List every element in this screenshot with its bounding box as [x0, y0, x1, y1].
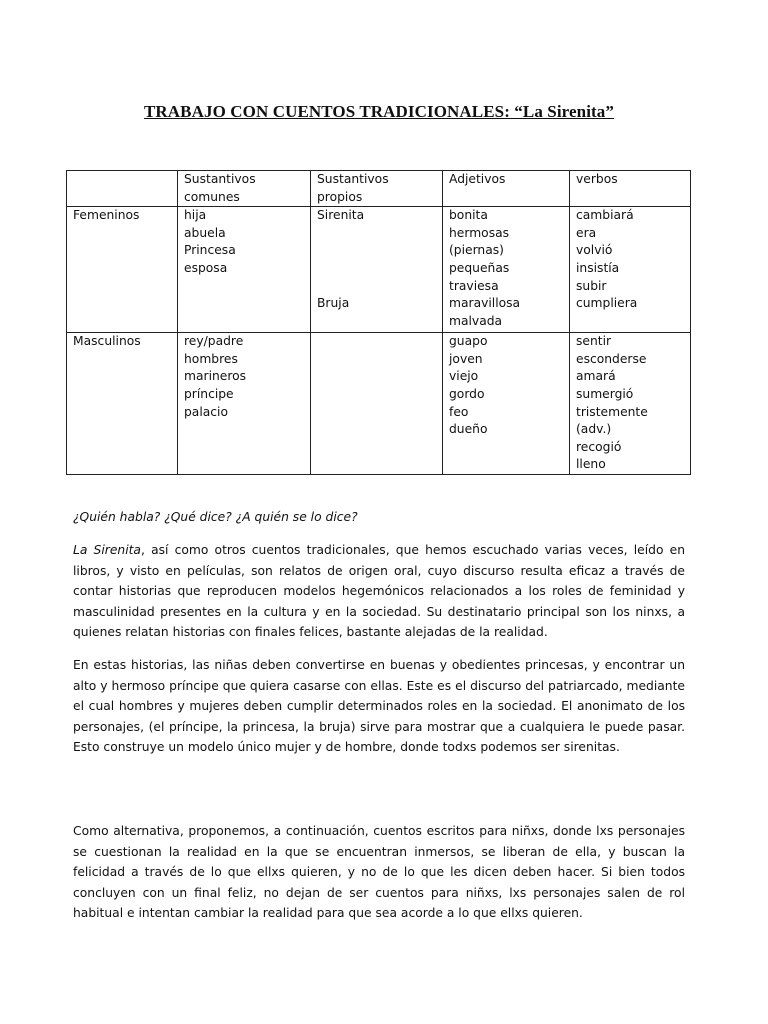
paragraph-alternative: Como alternativa, proponemos, a continuación, cuentos escritos para niñxs, donde lxs personajes se cuestionan la realidad en la que se encuentran inmersos, se liberan de ella, y buscan la felicidad a través de lo que ellxs quieren, y no de lo que les dicen deben hacer. Si bien todos concluyen con un final feliz, no dejan de ser cuentos para niñxs, lxs personajes salen de rol habitual e intentan cambiar la realidad para que sea acorde a lo que ellxs quieren. — [73, 824, 685, 921]
cell-comunes: hija abuela Princesa esposa — [178, 207, 311, 333]
story-title-italic: La Sirenita — [73, 543, 141, 557]
document-title: TRABAJO CON CUENTOS TRADICIONALES: “La Sirenita” — [143, 102, 615, 121]
cell-propios: Sirenita Bruja — [311, 207, 443, 333]
table-row-masculinos — [67, 333, 691, 475]
cell-comunes: rey/padre hombres marineros príncipe palacio — [178, 333, 311, 475]
header-cell-empty — [67, 171, 178, 207]
cell-adjetivos: bonita hermosas (piernas) pequeñas traviesa maravillosa malvada — [443, 207, 570, 333]
guiding-question: ¿Quién habla? ¿Qué dice? ¿A quién se lo dice? — [73, 510, 358, 524]
table-row-femeninos — [67, 207, 691, 333]
header-cell-verbos: verbos — [570, 171, 691, 207]
vocabulary-table — [66, 170, 691, 475]
paragraph-patriarchy: En estas historias, las niñas deben convertirse en buenas y obedientes princesas, y encontrar un alto y hermoso príncipe que quiera casarse con ellas. Este es el discurso del patriarcado, mediante el cual hombres y mujeres deben cumplir determinados roles en la sociedad. El anonimato de los personajes, (el príncipe, la princesa, la bruja) sirve para mostrar que a cualquiera le puede pasar. Esto construye un modelo único mujer y de hombre, donde todxs podemos ser sirenitas. — [73, 658, 685, 755]
header-cell-adjetivos: Adjetivos — [443, 171, 570, 207]
header-cell-sustantivos-comunes: Sustantivos comunes — [178, 171, 311, 207]
cell-propios — [311, 333, 443, 475]
cell-verbos: sentir esconderse amará sumergió tristemente (adv.) recogió lleno — [570, 333, 691, 475]
cell-verbos: cambiará era volvió insistía subir cumpliera — [570, 207, 691, 333]
header-cell-sustantivos-propios: Sustantivos propios — [311, 171, 443, 207]
table-header-row — [67, 171, 691, 207]
cell-adjetivos: guapo joven viejo gordo feo dueño — [443, 333, 570, 475]
paragraph-intro-text: , así como otros cuentos tradicionales, que hemos escuchado varias veces, leído en libros, y visto en películas, son relatos de origen oral, cuyo discurso resulta eficaz a través de contar historias que reproducen modelos hegemónicos relacionados a los roles de feminidad y masculinidad presentes en la cultura y en la sociedad. Su destinatario principal son los ninxs, a quienes relatan historias con finales felices, bastante alejadas de la realidad. — [73, 543, 685, 640]
paragraph-intro — [73, 540, 685, 643]
row-label: Masculinos — [67, 333, 178, 475]
row-label: Femeninos — [67, 207, 178, 333]
